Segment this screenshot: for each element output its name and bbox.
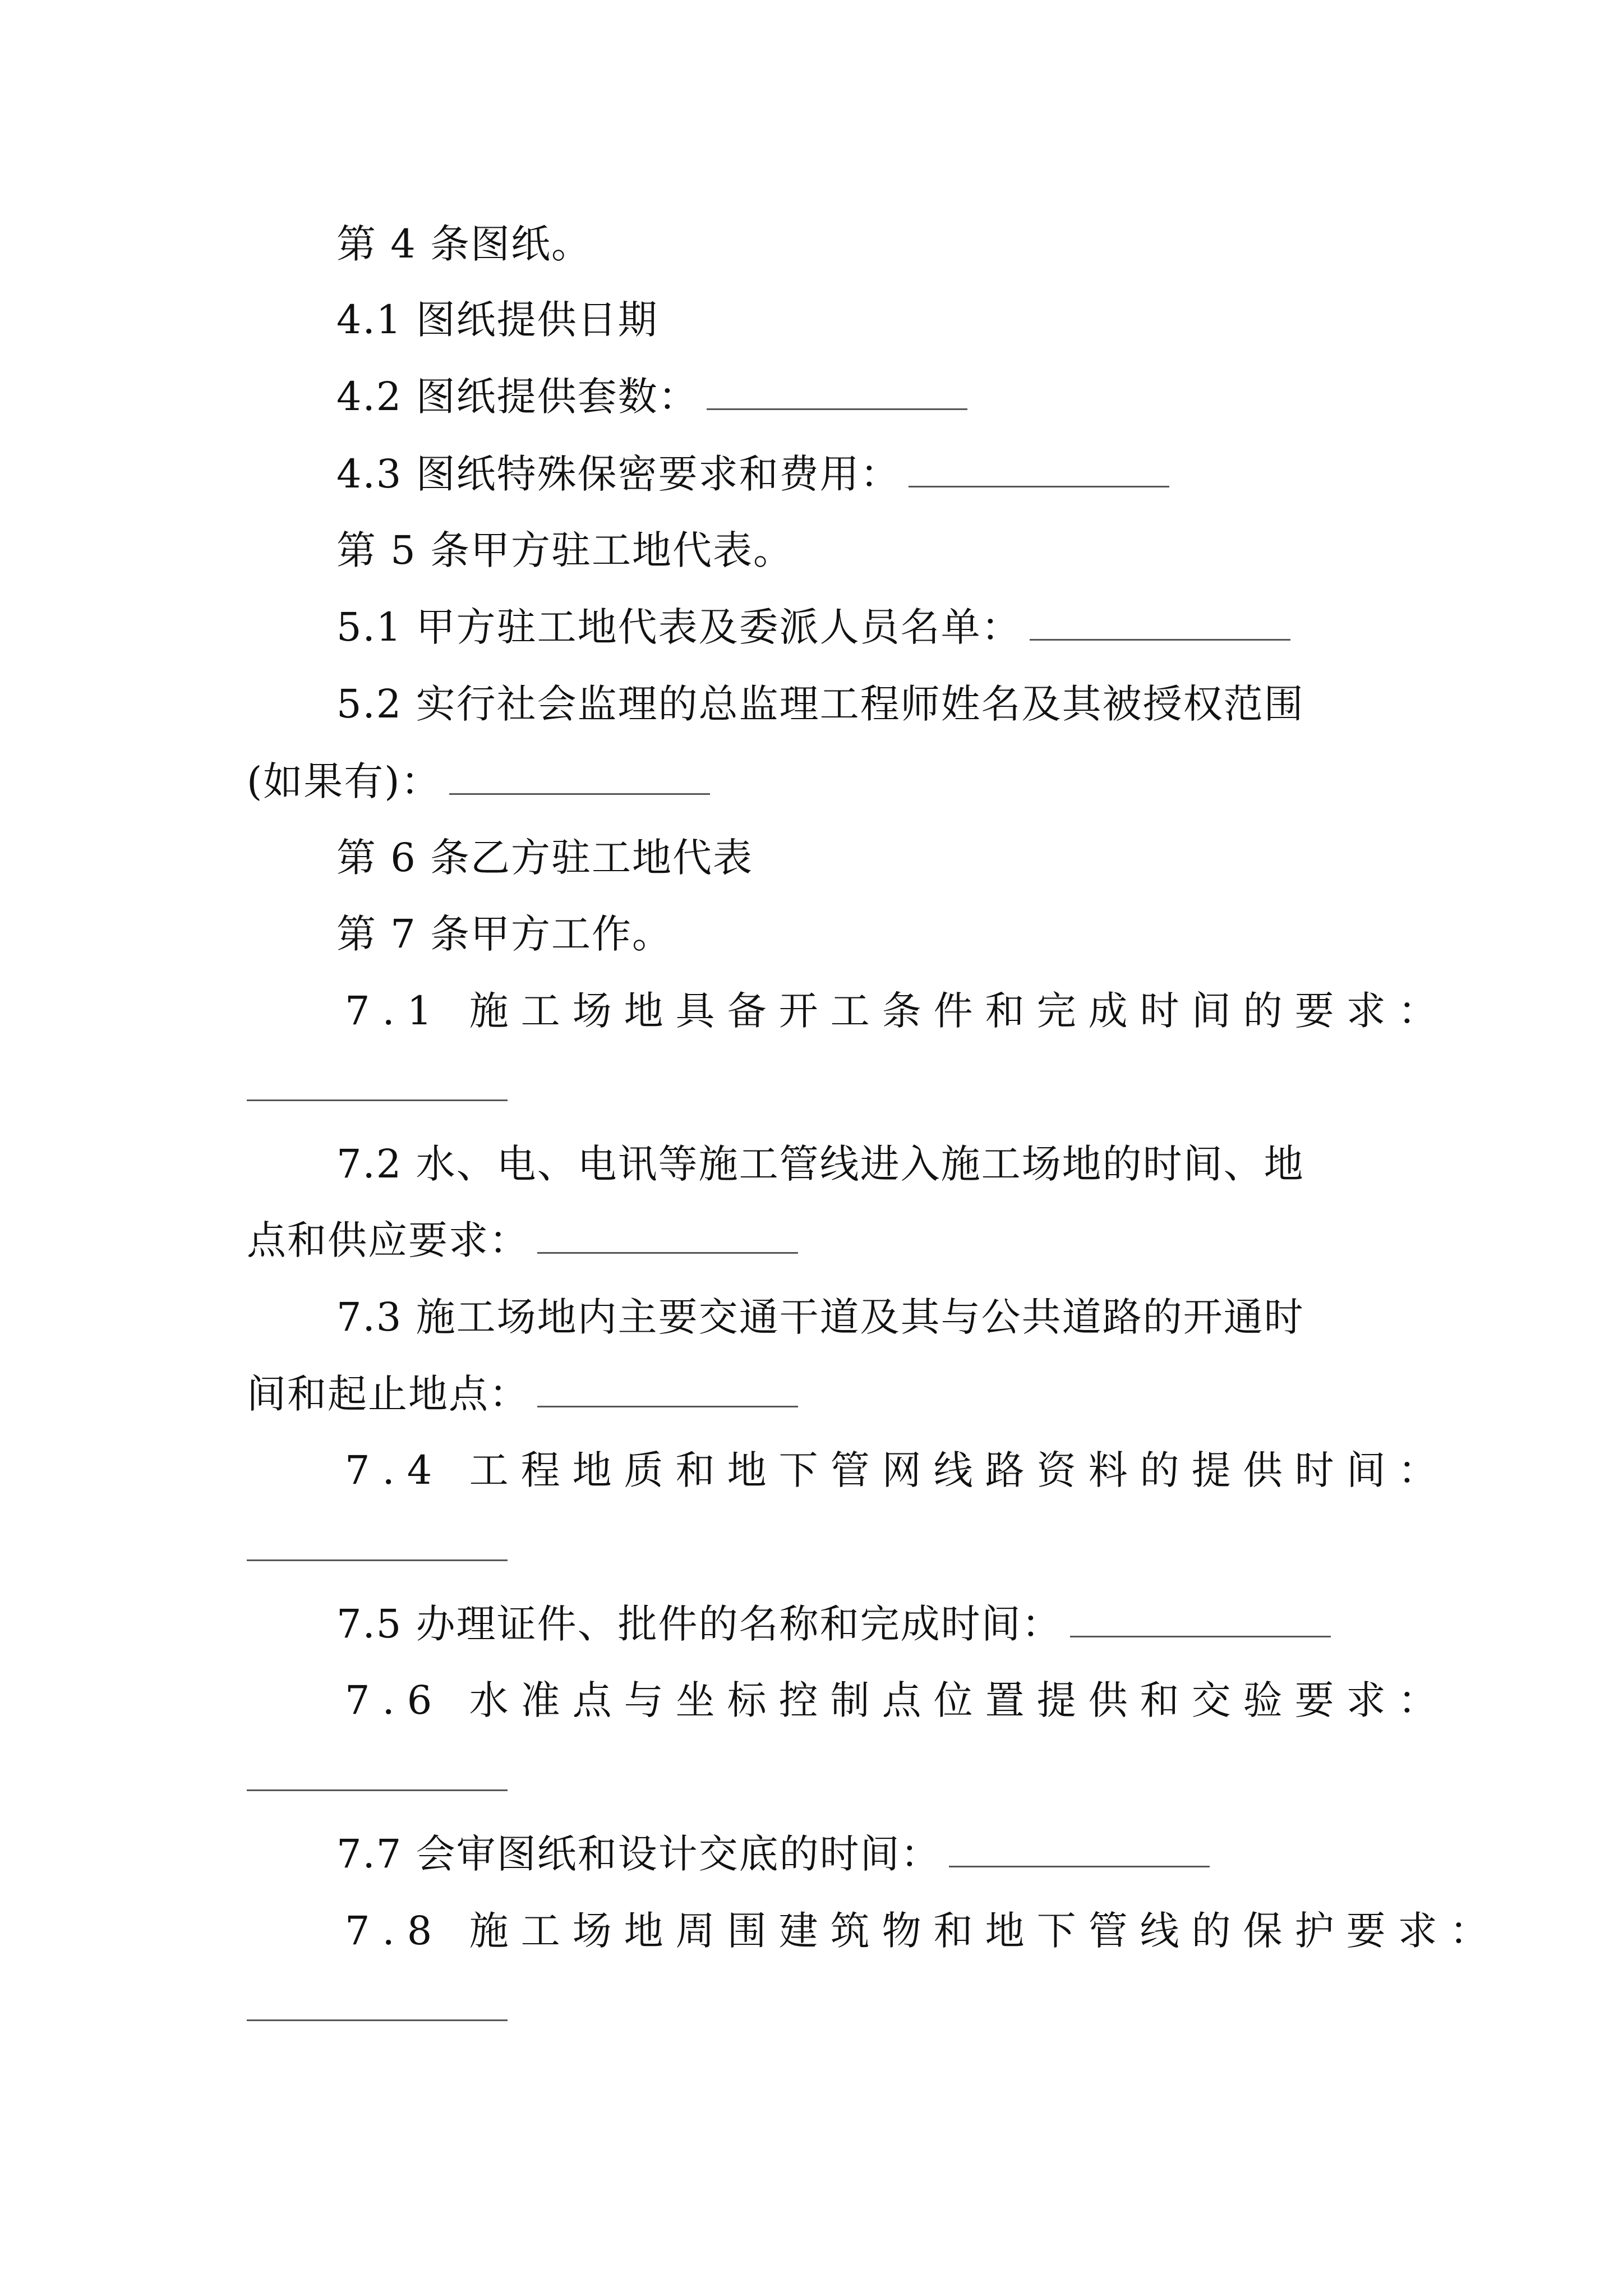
clause-7-7: 7.7 会审图纸和设计交底的时间： <box>336 1834 1210 1874</box>
clause-5-2-continued: (如果有)： <box>247 762 710 801</box>
fill-in-blank[interactable] <box>537 1404 798 1407</box>
clause-7-4: 7.4 工程地质和地下管网线路资料的提供时间： <box>345 1447 1450 1493</box>
fill-in-blank[interactable] <box>537 1250 798 1254</box>
fill-in-blank[interactable] <box>247 1099 508 1101</box>
fill-in-blank[interactable] <box>1070 1634 1331 1637</box>
clause-7-3: 7.3 施工场地内主要交通干道及其与公共道路的开通时 <box>336 1294 1304 1340</box>
clause-4-2: 4.2 图纸提供套数： <box>336 377 967 416</box>
clause-7-8: 7.8 施工场地周围建筑物和地下管线的保护要求： <box>345 1908 1501 1954</box>
fill-in-blank[interactable] <box>707 406 967 410</box>
fill-in-blank[interactable] <box>449 791 710 795</box>
fill-in-blank[interactable] <box>1030 637 1290 641</box>
clause-7-5: 7.5 办理证件、批件的名称和完成时间： <box>336 1604 1331 1644</box>
clause-7-6: 7.6 水准点与坐标控制点位置提供和交验要求： <box>345 1677 1450 1723</box>
fill-in-blank[interactable] <box>247 1559 508 1561</box>
article-4-heading: 第 4 条图纸。 <box>336 221 592 267</box>
fill-in-blank[interactable] <box>949 1864 1210 1867</box>
fill-in-blank[interactable] <box>909 484 1169 487</box>
article-7-heading: 第 7 条甲方工作。 <box>336 911 673 957</box>
clause-4-1: 4.1 图纸提供日期 <box>336 297 658 343</box>
clause-5-2: 5.2 实行社会监理的总监理工程师姓名及其被授权范围 <box>336 681 1304 727</box>
clause-7-1: 7.1 施工场地具备开工条件和完成时间的要求： <box>345 988 1450 1034</box>
fill-in-blank[interactable] <box>247 1789 508 1791</box>
clause-7-3-continued: 间和起止地点： <box>247 1374 798 1414</box>
article-6-heading: 第 6 条乙方驻工地代表 <box>336 835 754 881</box>
clause-7-2: 7.2 水、电、电讯等施工管线进入施工场地的时间、地 <box>336 1141 1304 1187</box>
clause-4-3: 4.3 图纸特殊保密要求和费用： <box>336 454 1169 494</box>
article-5-heading: 第 5 条甲方驻工地代表。 <box>336 527 794 573</box>
clause-7-2-continued: 点和供应要求： <box>247 1221 798 1260</box>
clause-5-1: 5.1 甲方驻工地代表及委派人员名单： <box>336 608 1290 647</box>
fill-in-blank[interactable] <box>247 2019 508 2021</box>
